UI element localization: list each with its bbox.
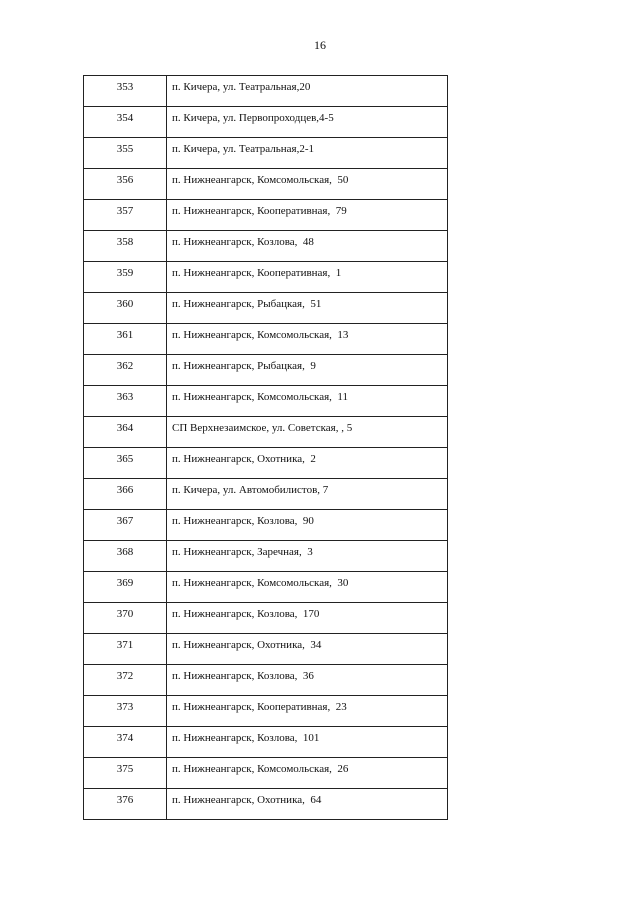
- address-cell: [167, 324, 448, 355]
- address-cell: [167, 262, 448, 293]
- address-cell: [167, 448, 448, 479]
- address-text: п. Нижнеангарск, Охотника, 64: [172, 794, 322, 806]
- row-number-cell: [84, 758, 167, 789]
- row-number: 360: [116, 298, 134, 310]
- table-row: [84, 355, 448, 386]
- address-table: [83, 75, 448, 820]
- address-text: п. Кичера, ул. Театральная,20: [172, 81, 311, 93]
- address-cell: [167, 758, 448, 789]
- table-row: [84, 510, 448, 541]
- row-number: 366: [116, 484, 134, 496]
- row-number-cell: [84, 231, 167, 262]
- row-number-cell: [84, 324, 167, 355]
- row-number-cell: [84, 789, 167, 820]
- table-row: [84, 479, 448, 510]
- page-number: 16: [314, 38, 326, 52]
- address-text: п. Нижнеангарск, Охотника, 34: [172, 639, 322, 651]
- address-cell: [167, 355, 448, 386]
- table-row: [84, 603, 448, 634]
- row-number: 357: [116, 205, 134, 217]
- row-number: 363: [116, 391, 134, 403]
- address-cell: [167, 76, 448, 107]
- row-number-cell: [84, 510, 167, 541]
- address-cell: [167, 603, 448, 634]
- address-cell: [167, 727, 448, 758]
- row-number: 364: [116, 422, 134, 434]
- address-text: п. Нижнеангарск, Кооперативная, 1: [172, 267, 342, 279]
- address-text: п. Нижнеангарск, Охотника, 2: [172, 453, 316, 465]
- address-text: п. Нижнеангарск, Козлова, 48: [172, 236, 314, 248]
- row-number-cell: [84, 448, 167, 479]
- address-text: п. Нижнеангарск, Рыбацкая, 9: [172, 360, 316, 372]
- row-number-cell: [84, 138, 167, 169]
- table-row: [84, 324, 448, 355]
- address-cell: [167, 169, 448, 200]
- table-row: [84, 665, 448, 696]
- row-number: 356: [116, 174, 134, 186]
- table-row: [84, 758, 448, 789]
- table-row: [84, 262, 448, 293]
- address-text: п. Нижнеангарск, Комсомольская, 11: [172, 391, 348, 403]
- address-text: СП Верхнезаимское, ул. Советская, , 5: [172, 422, 353, 434]
- address-text: п. Нижнеангарск, Козлова, 36: [172, 670, 314, 682]
- row-number-cell: [84, 169, 167, 200]
- address-cell: [167, 634, 448, 665]
- table-row: [84, 293, 448, 324]
- row-number: 359: [116, 267, 134, 279]
- table-row: [84, 541, 448, 572]
- table-row: [84, 76, 448, 107]
- address-text: п. Нижнеангарск, Комсомольская, 30: [172, 577, 349, 589]
- row-number-cell: [84, 386, 167, 417]
- row-number: 371: [116, 639, 134, 651]
- table-row: [84, 572, 448, 603]
- address-cell: [167, 107, 448, 138]
- address-text: п. Нижнеангарск, Комсомольская, 50: [172, 174, 349, 186]
- table-row: [84, 231, 448, 262]
- row-number: 369: [116, 577, 134, 589]
- row-number-cell: [84, 355, 167, 386]
- row-number: 358: [116, 236, 134, 248]
- table-row: [84, 386, 448, 417]
- address-cell: [167, 541, 448, 572]
- row-number-cell: [84, 107, 167, 138]
- address-cell: [167, 200, 448, 231]
- address-text: п. Нижнеангарск, Козлова, 90: [172, 515, 314, 527]
- address-cell: [167, 231, 448, 262]
- table-row: [84, 448, 448, 479]
- row-number-cell: [84, 293, 167, 324]
- row-number-cell: [84, 76, 167, 107]
- table-row: [84, 789, 448, 820]
- address-text: п. Кичера, ул. Автомобилистов, 7: [172, 484, 329, 496]
- row-number: 355: [116, 143, 134, 155]
- row-number: 375: [116, 763, 134, 775]
- address-text: п. Нижнеангарск, Рыбацкая, 51: [172, 298, 322, 310]
- address-cell: [167, 138, 448, 169]
- row-number-cell: [84, 572, 167, 603]
- address-text: п. Кичера, ул. Первопроходцев,4-5: [172, 112, 334, 124]
- row-number: 361: [116, 329, 134, 341]
- address-text: п. Нижнеангарск, Заречная, 3: [172, 546, 313, 558]
- table-row: [84, 727, 448, 758]
- row-number: 373: [116, 701, 134, 713]
- address-text: п. Нижнеангарск, Козлова, 101: [172, 732, 320, 744]
- row-number: 372: [116, 670, 134, 682]
- row-number: 354: [116, 112, 134, 124]
- address-text: п. Нижнеангарск, Кооперативная, 23: [172, 701, 347, 713]
- address-cell: [167, 789, 448, 820]
- table-row: [84, 200, 448, 231]
- address-text: п. Нижнеангарск, Кооперативная, 79: [172, 205, 347, 217]
- row-number-cell: [84, 417, 167, 448]
- row-number-cell: [84, 665, 167, 696]
- address-cell: [167, 417, 448, 448]
- table-row: [84, 138, 448, 169]
- address-table-body: [84, 76, 448, 820]
- row-number-cell: [84, 541, 167, 572]
- table-row: [84, 634, 448, 665]
- row-number: 370: [116, 608, 134, 620]
- address-text: п. Кичера, ул. Театральная,2-1: [172, 143, 314, 155]
- address-cell: [167, 665, 448, 696]
- row-number-cell: [84, 696, 167, 727]
- row-number: 365: [116, 453, 134, 465]
- row-number: 367: [116, 515, 134, 527]
- row-number-cell: [84, 603, 167, 634]
- table-row: [84, 107, 448, 138]
- address-cell: [167, 510, 448, 541]
- row-number-cell: [84, 479, 167, 510]
- address-cell: [167, 479, 448, 510]
- row-number-cell: [84, 262, 167, 293]
- row-number: 376: [116, 794, 134, 806]
- table-row: [84, 417, 448, 448]
- row-number: 353: [116, 81, 134, 93]
- table-row: [84, 169, 448, 200]
- address-text: п. Нижнеангарск, Комсомольская, 26: [172, 763, 349, 775]
- address-cell: [167, 293, 448, 324]
- row-number: 368: [116, 546, 134, 558]
- row-number: 374: [116, 732, 134, 744]
- table-row: [84, 696, 448, 727]
- address-cell: [167, 386, 448, 417]
- row-number-cell: [84, 634, 167, 665]
- address-text: п. Нижнеангарск, Козлова, 170: [172, 608, 320, 620]
- row-number-cell: [84, 727, 167, 758]
- address-cell: [167, 696, 448, 727]
- address-cell: [167, 572, 448, 603]
- row-number-cell: [84, 200, 167, 231]
- address-text: п. Нижнеангарск, Комсомольская, 13: [172, 329, 349, 341]
- row-number: 362: [116, 360, 134, 372]
